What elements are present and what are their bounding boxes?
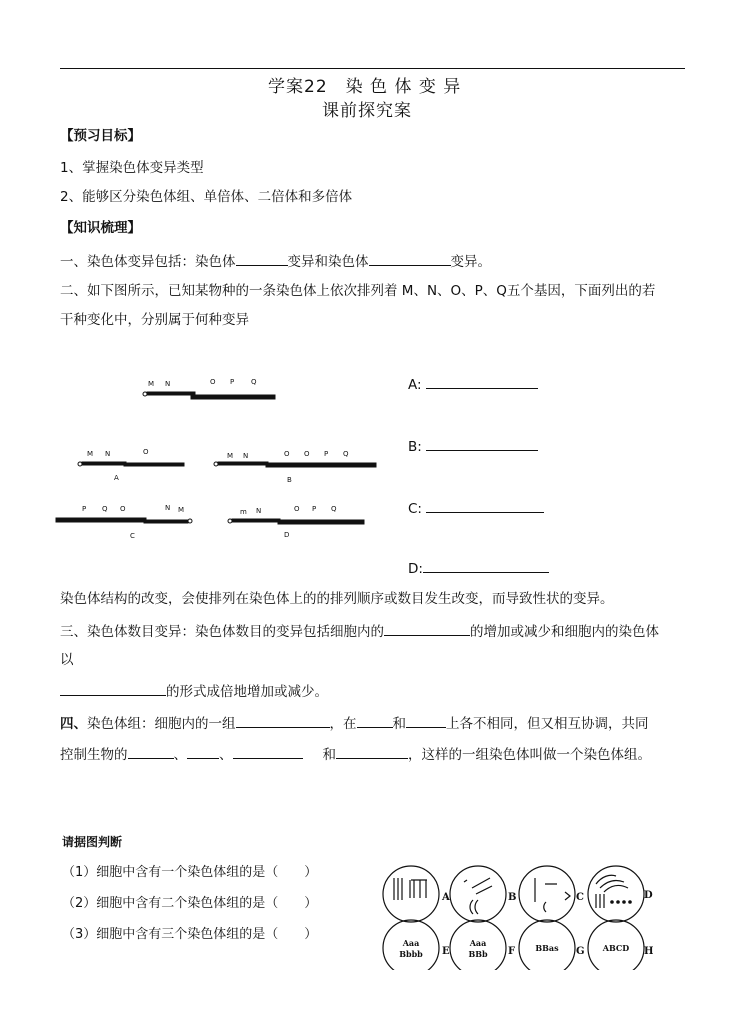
q4-text-g: 、 [173,747,187,763]
preview-heading: 【预习目标】 [60,128,141,144]
varC-gene-N: N [165,504,171,512]
q2-line-2: 干种变化中，分别属于何种变异 [60,312,249,328]
orig-gene-N: N [165,380,171,388]
varB-gene-P: P [324,450,329,458]
q4-text-b: 染色体组：细胞内的一组 [87,716,236,732]
label-D: D [284,531,290,539]
varD-gene-P: P [312,505,317,513]
q3-text-d: 的形式成倍地增加或减少。 [166,684,328,700]
cell-letter-E: E [442,946,450,957]
blank-3a[interactable] [384,621,470,636]
cell-F-line1: Aaa [469,938,487,948]
varD-gene-Q: Q [331,505,337,513]
cell-A [383,866,439,922]
label-B: B [287,476,292,484]
q3-line-3 [60,681,328,701]
answer-d-label: D: [408,561,423,577]
cells-figure [380,860,680,970]
judge-1: （1）细胞中含有一个染色体组的是（ ） [62,865,318,880]
varA-gene-O: O [143,448,149,456]
blank-4a[interactable] [236,713,330,728]
varA-gene-M: M [87,450,94,458]
q1-text-b: 变异和染色体 [287,254,369,270]
orig-gene-P: P [230,378,235,386]
blank-4f[interactable] [233,744,303,759]
blank-4g[interactable] [336,744,408,759]
cell-E-line2: Bbbb [399,949,423,959]
blank-1a[interactable] [236,251,288,266]
blank-4b[interactable] [357,713,393,728]
orig-gene-O: O [210,378,216,386]
knowledge-heading: 【知识梳理】 [60,220,141,236]
varB-gene-N: N [243,452,249,460]
label-A: A [114,474,119,482]
varC-gene-Q: Q [102,505,108,513]
varC-gene-O: O [120,505,126,513]
question-4 [60,713,649,733]
orig-gene-Q: Q [251,378,257,386]
q4-text-h: 、 [219,747,233,763]
answer-c [408,498,544,518]
answer-a [408,374,538,394]
answer-d-blank[interactable] [423,558,549,573]
page-title: 学案22 染 色 体 变 异 [268,77,462,97]
q4-text-f: 控制生物的 [60,747,128,763]
top-rule [60,68,685,69]
structure-note: 染色体结构的改变，会使排列在染色体上的的排列顺序或数目发生改变，而导致性状的变异。 [60,591,614,607]
blank-4c[interactable] [406,713,446,728]
answer-c-label: C: [408,501,422,517]
q4-text-c: ，在 [329,716,357,732]
cell-letter-F: F [508,946,516,957]
cell-letter-A: A [442,892,450,903]
orig-gene-M: M [148,380,155,388]
judge-2: （2）细胞中含有二个染色体组的是（ ） [62,896,318,911]
answer-b [408,436,538,456]
cell-F-line2: BBb [468,949,488,959]
page-subtitle: 课前探究案 [322,101,412,121]
answer-a-blank[interactable] [426,374,538,389]
cell-letter-G: G [576,946,585,957]
goal-1: 1、掌握染色体变异类型 [60,160,204,176]
varB-gene-O2: O [304,450,310,458]
goal-2: 2、能够区分染色体组、单倍体、二倍体和多倍体 [60,189,353,205]
cell-letter-H: H [644,946,654,957]
blank-4e[interactable] [187,744,219,759]
cell-letter-C: C [576,892,584,903]
cell-H-text: ABCD [602,943,630,953]
question-1 [60,251,491,271]
judge-3: （3）细胞中含有三个染色体组的是（ ） [62,927,318,942]
varB-gene-O: O [284,450,290,458]
cell-E-line1: Aaa [402,938,420,948]
answer-d [408,558,549,578]
cell-letter-D: D [644,890,653,901]
answer-c-blank[interactable] [426,498,544,513]
cell-letter-B: B [508,892,517,903]
q4-text-j: ，这样的一组染色体叫做一个染色体组。 [408,747,651,763]
question-3 [60,621,659,641]
q1-text-a: 一、染色体变异包括：染色体 [60,254,236,270]
q4-text-i: 和 [322,747,336,763]
q2-line-1: 二、如下图所示，已知某物种的一条染色体上依次排列着 M、N、O、P、Q五个基因，下面列出的若 [60,283,656,299]
varB-gene-Q: Q [343,450,349,458]
blank-3b[interactable] [60,681,166,696]
varB-gene-M: M [227,452,234,460]
q3-text-c: 以 [60,652,74,668]
q4-text-d: 和 [392,716,406,732]
label-C: C [130,532,135,540]
question-4-line-2 [60,744,651,764]
varC-gene-M: M [178,506,185,514]
blank-1b[interactable] [369,251,451,266]
answer-b-label: B: [408,439,422,455]
q4-number: 四、 [60,716,87,732]
varC-gene-P: P [82,505,87,513]
q3-text-a: 三、染色体数目变异：染色体数目的变异包括细胞内的 [60,624,384,640]
judge-heading: 请据图判断 [62,835,123,849]
cell-G-text: BBas [535,943,559,953]
answer-b-blank[interactable] [426,436,538,451]
varA-gene-N: N [105,450,111,458]
chromosome-figure [50,370,390,550]
blank-4d[interactable] [128,744,174,759]
q3-text-b: 的增加或减少和细胞内的染色体 [470,624,659,640]
answer-a-label: A: [408,377,422,393]
varD-gene-m: m [240,508,247,516]
q1-text-c: 变异。 [450,254,491,270]
varD-gene-N: N [256,507,262,515]
q4-text-e: 上各不相同，但又相互协调，共同 [446,716,649,732]
varD-gene-O: O [294,505,300,513]
